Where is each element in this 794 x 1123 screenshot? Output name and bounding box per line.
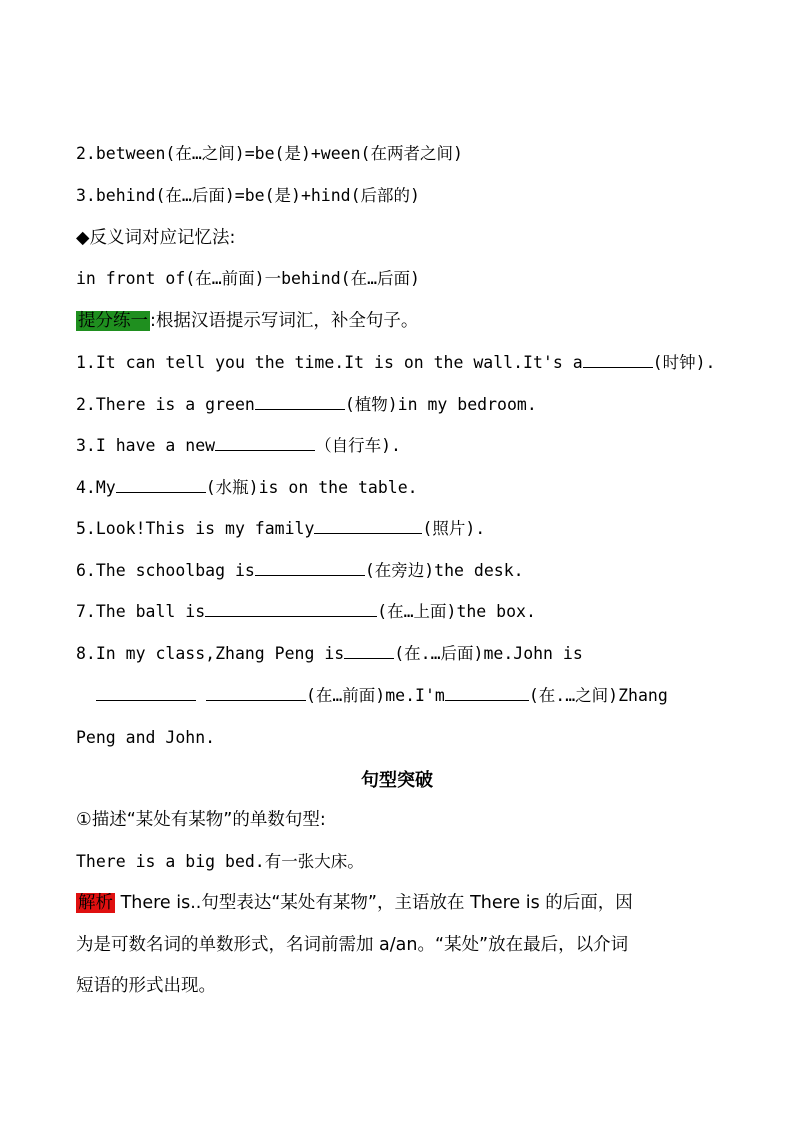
analysis-line-3: 短语的形式出现。 [76,976,216,996]
answer-blank[interactable] [445,684,529,701]
analysis-line-2: 为是可数名词的单数形式，名词前需加 a/an。“某处”放在最后，以介词 [76,935,629,955]
question-6 [76,559,524,583]
answer-blank[interactable] [116,476,206,493]
sentence-pattern-point: ①描述“某处有某物”的单数句型: [76,810,326,830]
exercise-tag: 提分练一 [78,311,148,331]
question-2 [76,393,537,417]
question-8-cont [96,684,668,708]
question-hint: (水瓶)is on the table. [205,478,418,497]
answer-blank[interactable] [583,351,653,368]
question-text: 2.There is a green [76,395,255,414]
answer-blank[interactable] [206,684,306,701]
question-hint: (在…前面)me.I'm [305,686,445,705]
question-text: 8.In my class,Zhang Peng is [76,644,345,663]
question-4 [76,476,418,500]
exercise-header [76,309,418,333]
question-hint: (植物)in my bedroom. [344,395,537,414]
question-text: 4.My [76,478,116,497]
question-hint: (照片). [422,519,486,538]
line-behind: 3.behind(在…后面)=be(是)+hind(后部的) [76,186,420,205]
question-5 [76,517,485,541]
question-hint: (在.…后面)me.John is [394,644,583,663]
section-title: 句型突破 [361,770,433,791]
sentence-example: There is a big bed.有一张大床。 [76,852,364,871]
question-1 [76,351,715,375]
answer-blank[interactable] [255,559,365,576]
question-hint: (在.…之间)Zhang [528,686,668,705]
line-between: 2.between(在…之间)=be(是)+ween(在两者之间) [76,144,463,163]
answer-blank[interactable] [344,642,394,659]
question-8-end: Peng and John. [76,728,216,747]
question-text: 5.Look!This is my family [76,519,315,538]
answer-blank[interactable] [314,517,422,534]
question-3 [76,434,401,458]
question-text: 6.The schoolbag is [76,561,255,580]
answer-blank[interactable] [255,393,345,410]
analysis-tag: 解析 [78,893,113,913]
line-antonym-heading: ◆反义词对应记忆法: [76,228,236,248]
analysis-text: There is..句型表达“某处有某物”，主语放在 There is 的后面，因 [120,893,633,913]
answer-blank[interactable] [205,600,377,617]
answer-blank[interactable] [96,684,196,701]
exercise-instruction: :根据汉语提示写词汇，补全句子。 [150,311,419,331]
answer-blank[interactable] [215,434,315,451]
question-hint: （自行车). [315,436,401,455]
question-hint: (时钟). [652,353,716,372]
question-hint: (在旁边)the desk. [364,561,524,580]
question-text: 3.I have a new [76,436,216,455]
question-text: 7.The ball is [76,602,206,621]
line-in-front-of: in front of(在…前面)一behind(在…后面) [76,269,420,288]
question-hint: (在…上面)the box. [377,602,536,621]
question-text: 1.It can tell you the time.It is on the wall.It's a [76,353,583,372]
analysis-line-1 [76,891,633,915]
question-7 [76,600,536,624]
question-8 [76,642,583,666]
